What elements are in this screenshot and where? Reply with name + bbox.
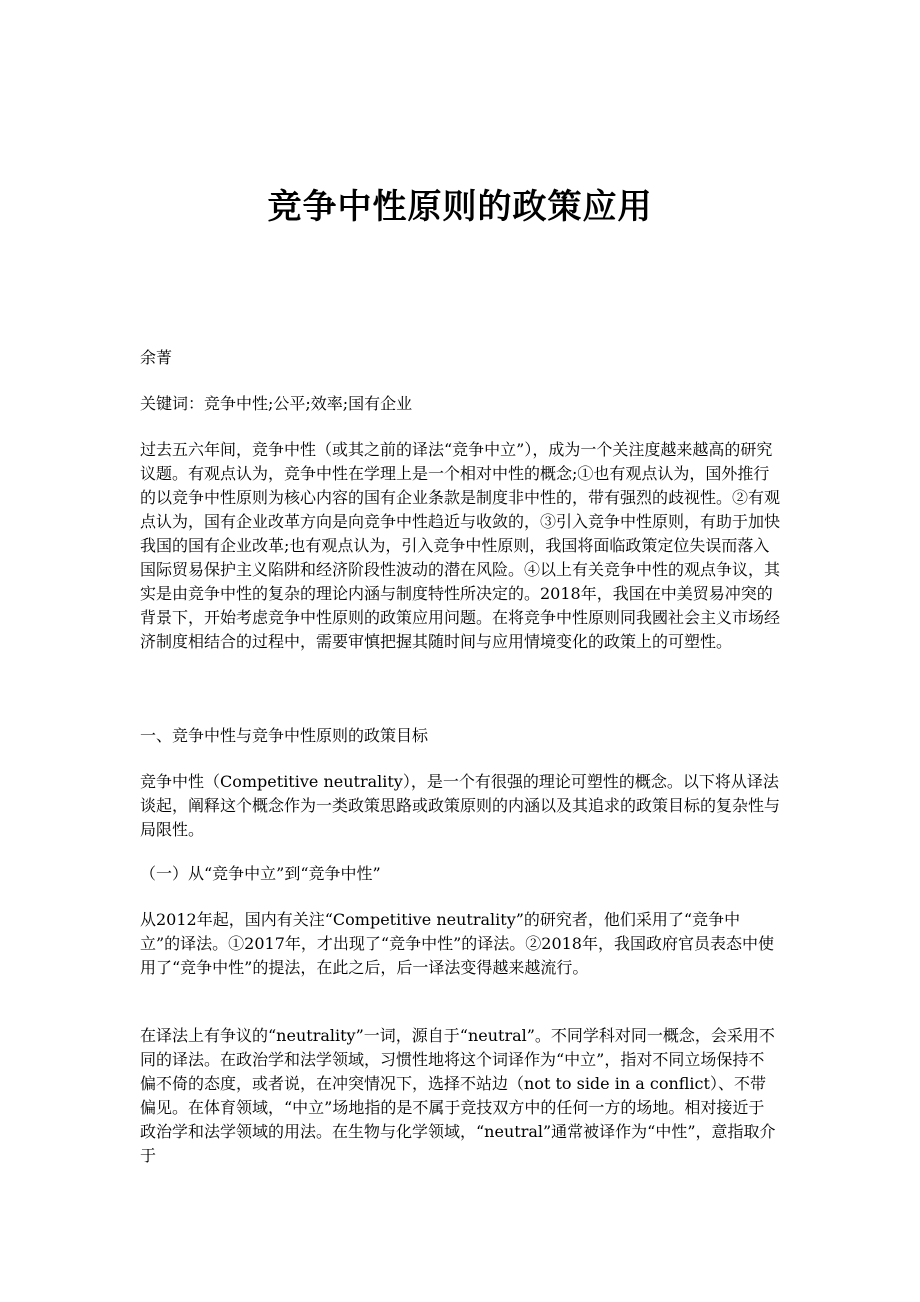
paragraph-translation-history: 从2012年起，国内有关注“Competitive neutrality”的研究者，他们采用了“竞争中立”的译法。①2017年，才出现了“竞争中性”的译法。②2018年，我国政府官员表态中使用了“竞争中性”的提法，在此之后，后一译法变得越来越流行。 — [140, 910, 774, 977]
paragraph-intro: 过去五六年间，竞争中性（或其之前的译法“竞争中立”），成为一个关注度越来越高的研究议题。有观点认为，竞争中性在学理上是一个相对中性的概念;①也有观点认为，国外推行的以竞争中性原则为核心内容的国有企业条款是制度非中性的，带有强烈的歧视性。②有观点认为，国有企业改革方向是向竞争中性趋近与收敛的，③引入竞争中性原则，有助于加快我国的国有企业改革;也有观点认为，引入竞争中性原则，我国将面临政策定位失误而落入国际贸易保护主义陷阱和经济阶段性波动的潜在风险。④以上有关竞争中性的观点争议，其实是由竞争中性的复杂的理论内涵与制度特性所决定的。2018年，我国在中美贸易冲突的背景下，开始考虑竞争中性原则的政策应用问题。在将竞争中性原则同我國社会主义市场经济制度相结合的过程中，需要审慎把握其随时间与应用情境变化的政策上的可塑性。 — [140, 440, 781, 651]
keywords-line: 关键词：竞争中性;公平;效率;国有企业 — [140, 394, 413, 413]
document-title: 竞争中性原则的政策应用 — [267, 187, 653, 227]
subsection-heading-1: （一）从“竞争中立”到“竞争中性” — [140, 864, 381, 883]
section-heading-1: 一、竞争中性与竞争中性原则的政策目标 — [140, 726, 429, 745]
author-name: 余菁 — [140, 348, 173, 367]
paragraph-neutrality-term: 在译法上有争议的“neutrality”一词，源自于“neutral”。不同学科对同一概念，会采用不同的译法。在政治学和法学领域，习惯性地将这个词译作为“中立”，指对不同立场保持不偏不倚的态度，或者说，在冲突情况下，选择不站边（not to side in a conflict）、不带偏见。在体育领域，“中立”场地指的是不属于竞技双方中的任何一方的场地。相对接近于政治学和法学领域的用法。在生物与化学领域，“neutral”通常被译作为“中性”，意指取介于 — [140, 1026, 776, 1165]
paragraph-section-1: 竞争中性（Competitive neutrality），是一个有很强的理论可塑性的概念。以下将从译法谈起，阐释这个概念作为一类政策思路或政策原则的内涵以及其追求的政策目标的复杂性与局限性。 — [140, 772, 781, 839]
